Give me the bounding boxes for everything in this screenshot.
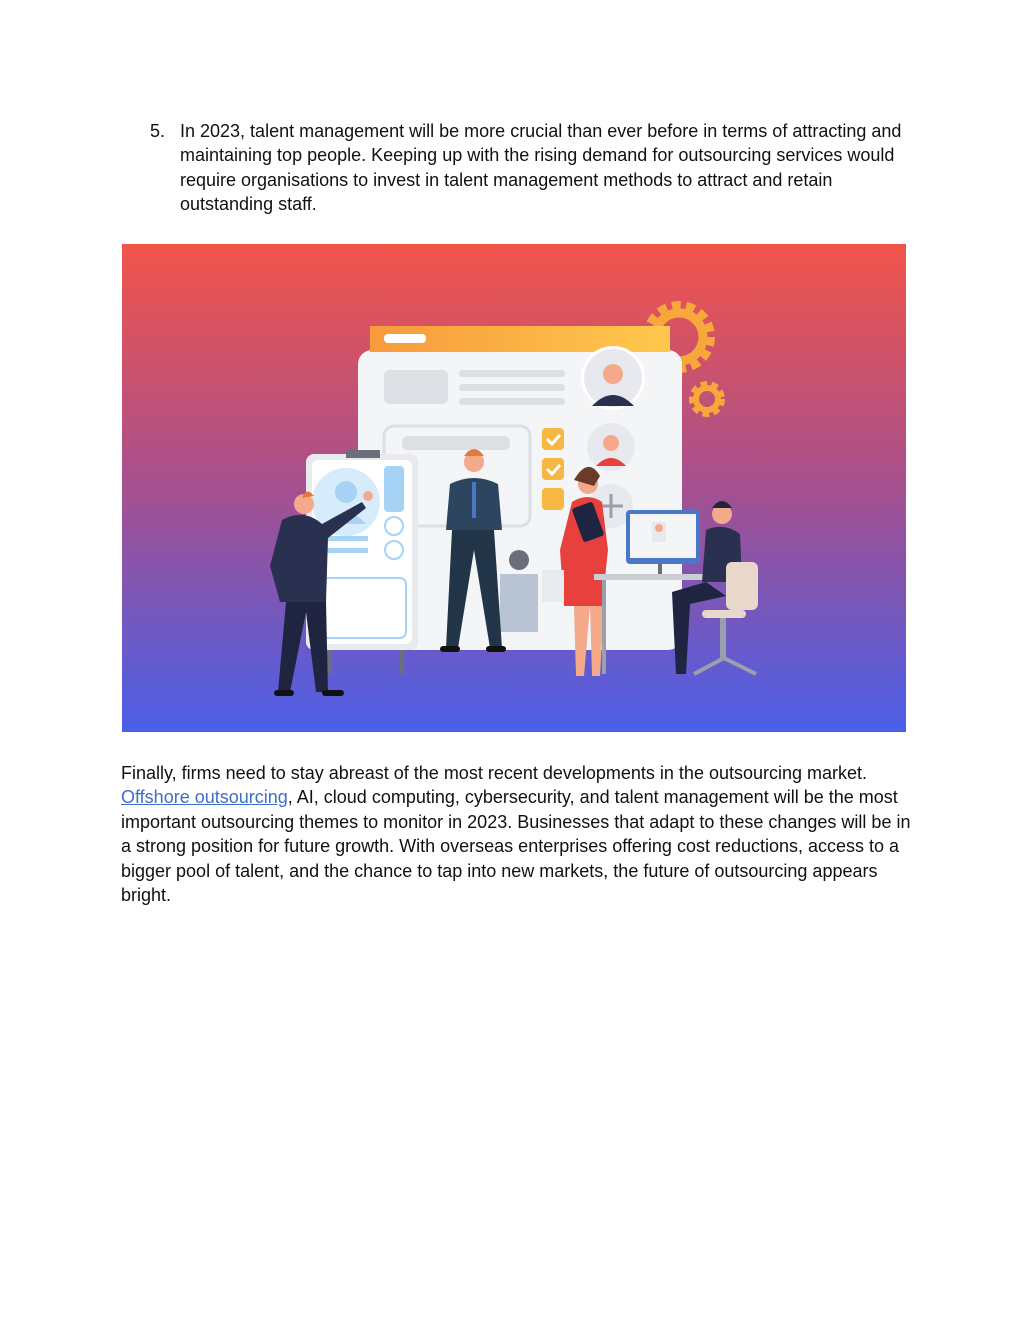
paragraph-rest: , AI, cloud computing, cybersecurity, and talent management will be the most important outsourcing themes to monitor in 2023. Businesses that adapt to these changes will be in a strong position for future growth. With overseas enterprises offering cost reductions, access to a bigger pool of talent, and the chance to tap into new markets, the future of outsourcing appears bright. <box>121 787 911 906</box>
list-number: 5. <box>150 121 166 141</box>
closing-paragraph <box>121 761 911 907</box>
offshore-outsourcing-link[interactable]: Offshore outsourcing <box>121 787 288 808</box>
list-item-text: In 2023, talent management will be more crucial than ever before in terms of attracting and maintaining top people. Keeping up with the rising demand for outsourcing services would require organisations to invest in talent management methods to attract and retain outstanding staff. <box>180 121 902 215</box>
numbered-list-item <box>150 119 910 217</box>
paragraph-intro: Finally, firms need to stay abreast of the most recent developments in the outsourcing market. <box>121 763 868 783</box>
talent-management-illustration <box>122 244 906 732</box>
